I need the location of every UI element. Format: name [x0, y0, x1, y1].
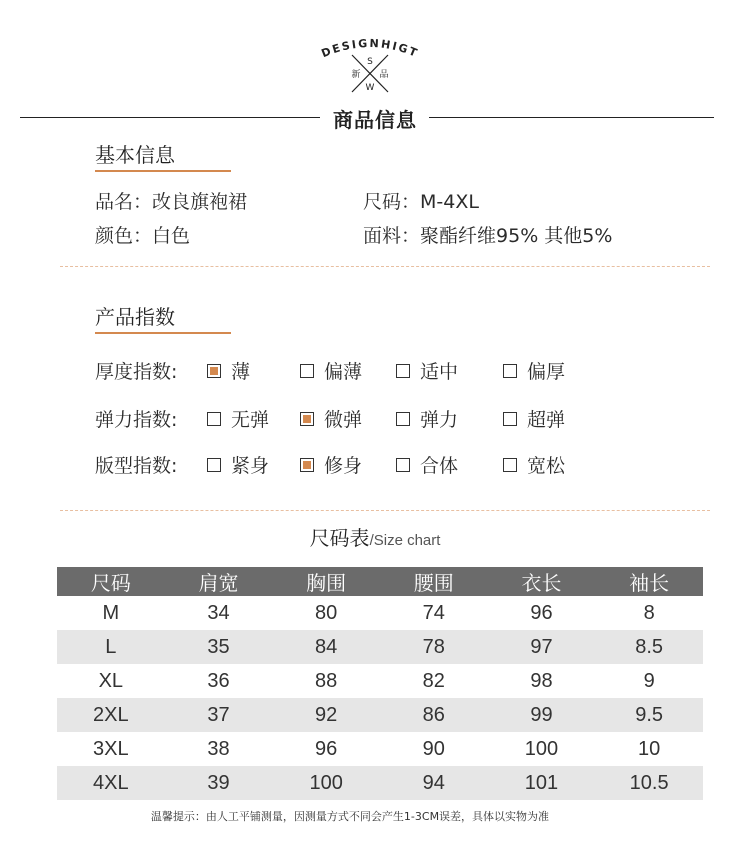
index-option — [396, 357, 458, 384]
index-option-label: 适中 — [420, 361, 459, 383]
unchecked-box-icon — [300, 364, 314, 378]
size-chart-title: 尺码表/Size chart — [309, 526, 441, 550]
heading-underline — [95, 332, 231, 334]
index-option — [396, 451, 458, 478]
table-cell: 99 — [488, 698, 596, 732]
measurement-note: 温馨提示：由人工平铺测量，因测量方式不同会产生1-3CM误差，具体以实物为准 — [150, 810, 550, 823]
table-cell: 74 — [422, 601, 445, 624]
unchecked-box-icon — [503, 412, 517, 426]
table-cell: 101 — [488, 766, 596, 800]
index-option-label: 无弹 — [231, 409, 270, 431]
product-fabric: 面料：聚酯纤维95% 其他5% — [363, 225, 613, 247]
index-option — [396, 405, 458, 432]
unchecked-box-icon — [207, 412, 221, 426]
table-cell: 90 — [422, 737, 445, 760]
index-option — [503, 357, 565, 384]
table-cell: 34 — [207, 601, 230, 624]
table-cell: 8.5 — [595, 630, 703, 664]
product-name: 品名：改良旗袍裙 — [95, 191, 248, 213]
product-index-heading: 产品指数 — [95, 305, 175, 329]
table-cell: 35 — [165, 630, 273, 664]
index-option-label: 薄 — [231, 361, 251, 383]
table-cell: 88 — [315, 669, 338, 692]
logo-letter-bottom: W — [365, 83, 375, 93]
table-cell: M — [102, 601, 120, 624]
table-header-cell: 衣长 — [488, 567, 596, 596]
unchecked-box-icon — [503, 458, 517, 472]
checked-box-icon — [300, 458, 314, 472]
basic-info-heading: 基本信息 — [95, 143, 175, 167]
table-cell: 39 — [165, 766, 273, 800]
table-header-row — [57, 567, 703, 596]
table-cell: 84 — [272, 630, 380, 664]
unchecked-box-icon — [207, 458, 221, 472]
table-cell: 36 — [207, 669, 230, 692]
index-option-label: 弹力 — [420, 409, 459, 431]
checked-box-icon — [207, 364, 221, 378]
index-option — [300, 451, 362, 478]
table-cell: 96 — [530, 601, 553, 624]
table-cell: 92 — [272, 698, 380, 732]
unchecked-box-icon — [396, 412, 410, 426]
table-cell: 9.5 — [595, 698, 703, 732]
index-label: 版型指数: — [95, 455, 178, 477]
index-label: 厚度指数: — [95, 361, 178, 383]
table-cell: L — [57, 630, 165, 664]
table-row — [57, 664, 703, 698]
table-row — [57, 732, 703, 766]
index-option — [207, 451, 269, 478]
index-option-label: 偏厚 — [527, 361, 566, 383]
size-chart-table — [57, 567, 703, 800]
table-row — [57, 698, 703, 732]
table-cell: 38 — [207, 737, 230, 760]
table-header-cell: 肩宽 — [165, 567, 273, 596]
logo-letter-left: 新 — [351, 70, 361, 80]
index-option-label: 合体 — [420, 455, 459, 477]
heading-underline — [95, 170, 231, 172]
product-color: 颜色：白色 — [95, 225, 191, 247]
table-cell: 100 — [272, 766, 380, 800]
table-cell: 2XL — [57, 698, 165, 732]
table-row — [57, 766, 703, 800]
table-cell: 80 — [315, 601, 338, 624]
table-cell: 4XL — [57, 766, 165, 800]
checked-box-icon — [300, 412, 314, 426]
dashed-divider — [60, 510, 710, 511]
index-option-label: 偏薄 — [324, 361, 363, 383]
table-cell: 3XL — [93, 737, 129, 760]
table-cell: 100 — [524, 737, 559, 760]
table-cell: 9 — [643, 669, 655, 692]
logo-brand-text: DESIGNHIGT — [319, 36, 421, 61]
index-option-label: 微弹 — [324, 409, 363, 431]
table-cell: 8 — [643, 601, 655, 624]
logo-letter-right: 品 — [379, 70, 389, 80]
index-option — [207, 357, 250, 384]
brand-logo — [300, 30, 440, 98]
table-row — [57, 596, 703, 630]
index-option — [503, 405, 565, 432]
table-cell: 78 — [380, 630, 488, 664]
table-cell: XL — [98, 669, 124, 692]
index-option-label: 紧身 — [231, 455, 270, 477]
table-header-cell: 袖长 — [595, 567, 703, 596]
index-label: 弹力指数: — [95, 409, 178, 431]
index-option-label: 修身 — [324, 455, 363, 477]
table-cell: 86 — [380, 698, 488, 732]
table-row — [57, 630, 703, 664]
table-cell: 82 — [422, 669, 445, 692]
index-option-label: 超弹 — [527, 409, 566, 431]
table-cell: 10 — [638, 737, 661, 760]
index-option — [300, 357, 362, 384]
table-header-cell: 腰围 — [380, 567, 488, 596]
dashed-divider — [60, 266, 710, 267]
table-cell: 98 — [530, 669, 553, 692]
unchecked-box-icon — [396, 458, 410, 472]
index-option-label: 宽松 — [527, 455, 566, 477]
table-cell: 94 — [380, 766, 488, 800]
table-cell: 10.5 — [595, 766, 703, 800]
table-cell: 96 — [315, 737, 338, 760]
table-header-cell: 胸围 — [272, 567, 380, 596]
index-option — [503, 451, 565, 478]
logo-letter-top: S — [367, 57, 373, 67]
table-header-cell: 尺码 — [57, 567, 165, 596]
unchecked-box-icon — [396, 364, 410, 378]
section-title: 商品信息 — [0, 104, 750, 133]
index-option — [207, 405, 269, 432]
table-cell: 97 — [488, 630, 596, 664]
table-cell: 37 — [165, 698, 273, 732]
index-option — [300, 405, 362, 432]
unchecked-box-icon — [503, 364, 517, 378]
product-size: 尺码：M-4XL — [363, 191, 479, 213]
